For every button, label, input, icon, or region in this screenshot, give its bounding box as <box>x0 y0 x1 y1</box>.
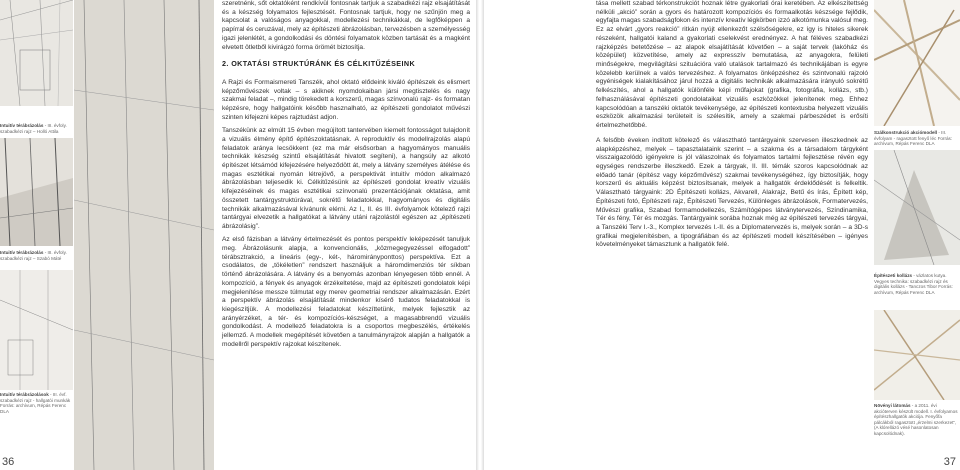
model-photo-3 <box>874 310 960 400</box>
caption-1: Intuitív térábrázolás - III. évfoly. szabadkézi rajz – Holló Attila <box>0 123 67 134</box>
paragraph: A felsőbb éveken indított kötelező és választható tantárgyaink szervesen illeszkednek az alapképzéshez, melyek – tapasztalataink szerint – a szakma és a társadalom tárgyként visszaigazolódó igényekre is jól válaszolnak és folyamatos tartalmi fejlesztése révén egy egységes rendszerbe illeszkedő. Ezek a tárgyak, II. III. témák szoros kapcsolódnak az előadó tanár (építész vagy képzőművész) szakmai tevékenységéhez, így biztosítják, hogy korszerű és aktuális képzést biztosítsanak, melyek a hallgatók érdeklődését is felkeltik. Választható tárgyaink: 2D Építészeti kollázs, Akvarell, Alakrajz, Betű és írás, Épített kép, Építészeti fotó, Építészeti rajz, Építészeti Tervezés, Különleges ábrázolások, Formatervezés, Művészi grafika, Szabad formamodellezés, Számítógépes látványtervezés, Színdinamika, Tér és fény, Tér és mozgás. Tantárgyaink sorába hoznak még az építészeti tervezés tárgyai, a Tanszéki Terv I.-3., Komplex tervezés I.-II. és a Diplomatervezés is, melyek során – a 3D-s grafikai megjelenítésben, a tipográfiában és az építészeti modell készítésében – igényes követelményeket támasztunk a hallgatók felé. <box>596 136 868 249</box>
architecture-drawing-photo-3 <box>0 270 73 390</box>
paragraph: Tanszékünk az elmúlt 15 évben megújított tantervében kiemelt fontosságot tulajdonít a vizuális élmény építő építészoktatásnak. A reproduktív és modellrajzolás alapú feladatok aránya lecsökkent (ez ma már elsősorban a hagyományos manuális technikák készség szintű elsajátítását hivatott segíteni), a hangsúly az alkotó építészet létsámód kifejezésére helyeződött át, mely a látvány személyes átélése és magas esztétikai nyomán létrejövő, a perspektivát intuitív módon alkalmazó ábrázolásban teljesedik ki. Célkitűzésünk az építészeti gondolat kreatív vizuális kifejezéséinek és magas esztétikai színvonalú prezentációjának oktatása, amit összetett tantárgystruktúrával, sokrétű feladatokkal, hagyományos és digitális technikák alkalmazásával kívánunk elérni. Az I., II. és III. évfolyamok kötelező rajzi tantárgyai elvezetik a hallgatókat a látvány utáni rajzolástól egészen az „építészeti ábrázolásig”. <box>222 127 470 231</box>
right-text-column <box>596 0 868 255</box>
right-page <box>484 0 960 470</box>
paragraph: A Rajzi és Formaismereti Tanszék, ahol oktató elődeink kiváló építészek és elismert képzőművészek voltak – s akiknek nyomdokaiban jársi megtisztelés és nagy szakmai feladat –, mindig törekedett a korszerű, magas színvonalú rajz- és formatan képzésre, hogy hallgatóink később hasznalható, az építészeti gondolatot művészi szinten kifejezni képes rajztudást adjon. <box>222 79 470 121</box>
book-gutter <box>476 0 484 470</box>
caption-2: Intuitív térábrázolás - III. évfoly. szabadkézi rajz – Szabó Máté <box>0 250 67 261</box>
model-photo-1 <box>874 0 960 126</box>
architecture-drawing-photo-2 <box>0 138 73 246</box>
paragraph: tása mellett szabad térkonstrukciót hoznak létre gyakorlati órai keretében. Az elkészítettség nélküli „akció” során a gyors és határozott kompozíciós és formaalkotás készsége fejlődik, egyfajta magas szabadságfokon és intenzív kreatív légkörben izzó alkotómunka valósul meg. Ez az elvárt „gyors reakció” ritkán nyújt ellenkezőt szélsőségekre, ez így is hiteles sikerek részeként, hallgatói kaland a gyakorlati cselekvést erednényez. A hat féléves szabadkézi rajzképzés betetőzése – az alapok elsajátítását követően – a saját tervek (lakóház és középület) közvetítése, amely az expresszív bemutatása, az anyagokra, felületi minőségekre, megvilágítási szituációra való utalások tartalmazó és technikájában is egyre közelebb kerülnek a valós tervezéshez. A folyamatos önképzéshez és szintvonalú rajzoló egyéniségek kialakításához járul hozzá a digitális technikák alkalmazására irányuló sokrétű felkészítés, ahol a hallgatók különféle képi műfajokat (grafika, fotográfia, kollázs, stb.) felhasználásával építészeti gondolataikat vizuális eszközökkel jelenítenek meg. Ehhez kapcsolódóan a tanszéki oktatók tevékenysége, az építészeti kontextusba helyezett vizuális eszközök alkalmazási területeit is szélesítik, amely a szakmai párbeszédet is erősíti értelmezhetőbbé. <box>596 0 868 130</box>
caption-5: Építészeti kollázs - vázlatos kutya. Vegyes technika: szabadkézi rajz és digitális kollázs - Tanczos Tibor Forrás: archívum, Répás Ferenc DLA <box>874 273 953 295</box>
caption-3: Intuitív térábrázolások - III. évf. szabadkézi rajz - hallgatói munkák Forrás: archívum, Répás Ferenc DLA <box>0 392 71 414</box>
left-page <box>0 0 476 470</box>
architecture-drawing-photo-large <box>74 0 214 470</box>
paragraph: Az első fázisban a látvány értelmezését és pontos perspektív leképezését tanuljuk meg. Ábrázolásunk alapja, a konvencionális, „közmegegyezéssel elfogadott” térábsztrakció, a lineáris (egy-, két-, háromirányponttos) perspektíva. Ezt a csodálatos, de „tökéletlen” rendszert használjuk a háromdimenziós tér síkban történő ábrázolására. A látvány és a benyomás azonban lényegesen több ennél. A kompozíció, a fények és anyagok érzékeltetése, majd az építészeti gondolatok képi megjelenítése messze túlmutat egy merev geometriai rendszer alkalmazásán. Ezért a perspektív ábrázolás elsajátítását mindenkor kísérő tudatos feladatokkal is kiegészítjük. A modellezési feladatokat készíttetünk, melyek fejlesztik az arányérzéket, a tér- és kompozíciós-készséget, a magasabbrendű vizuális gondolkodást. A modellező feladatokra is a csoportos megbeszélés, értékelés jellemző. A modellek megépítését követően a tanulmányrajzok alapján a hallgatók a modellről perspektív rajzokat készítenek. <box>222 236 470 348</box>
page-number: 37 <box>943 456 956 468</box>
page-number: 36 <box>2 456 15 468</box>
architecture-drawing-photo-1 <box>0 0 73 106</box>
intro-paragraph: szeretnénk, sőt oktatóként rendkívül fontosnak tartjuk a szabadkézi rajz elsajátítását és a készség folyamatos fejlesztését. Fontosnak tartjuk, hogy ne szűnjön meg a kapcsolat a valóságos anyagokkal, modellezési technikákkal, de legfőképpen a papírral és ceruzával, mely az építészeti ábrázolásban, tervezésben a személyesség igazi jelenlétét, a gondolkodási és döntési folyamatok közben tartását és a magként elvetett ötletből kivirágzó forma örömét biztosítja. <box>222 0 470 51</box>
left-text-column <box>222 0 470 354</box>
section-heading: 2. OKTATÁSI STRUKTÚRÁNK ÉS CÉLKITŰZÉSEINK <box>222 59 416 69</box>
caption-4: Szálkonstrukció akciómodell - III. évfolyam - ragasztott fenyő léc Forrás: archívum, Répás Ferenc DLA <box>874 130 953 147</box>
model-photo-2 <box>874 150 960 265</box>
caption-6: Növényi látomás - a 2011. évi akcióterven készült modell. I. évfolyamos építészhallgatók akciója. Fenyőfa pálcákból ragasztott „érzelmi szerkezet”, (A klórellázó vésé hasonlatosan kapcsolódnak). <box>874 403 958 436</box>
